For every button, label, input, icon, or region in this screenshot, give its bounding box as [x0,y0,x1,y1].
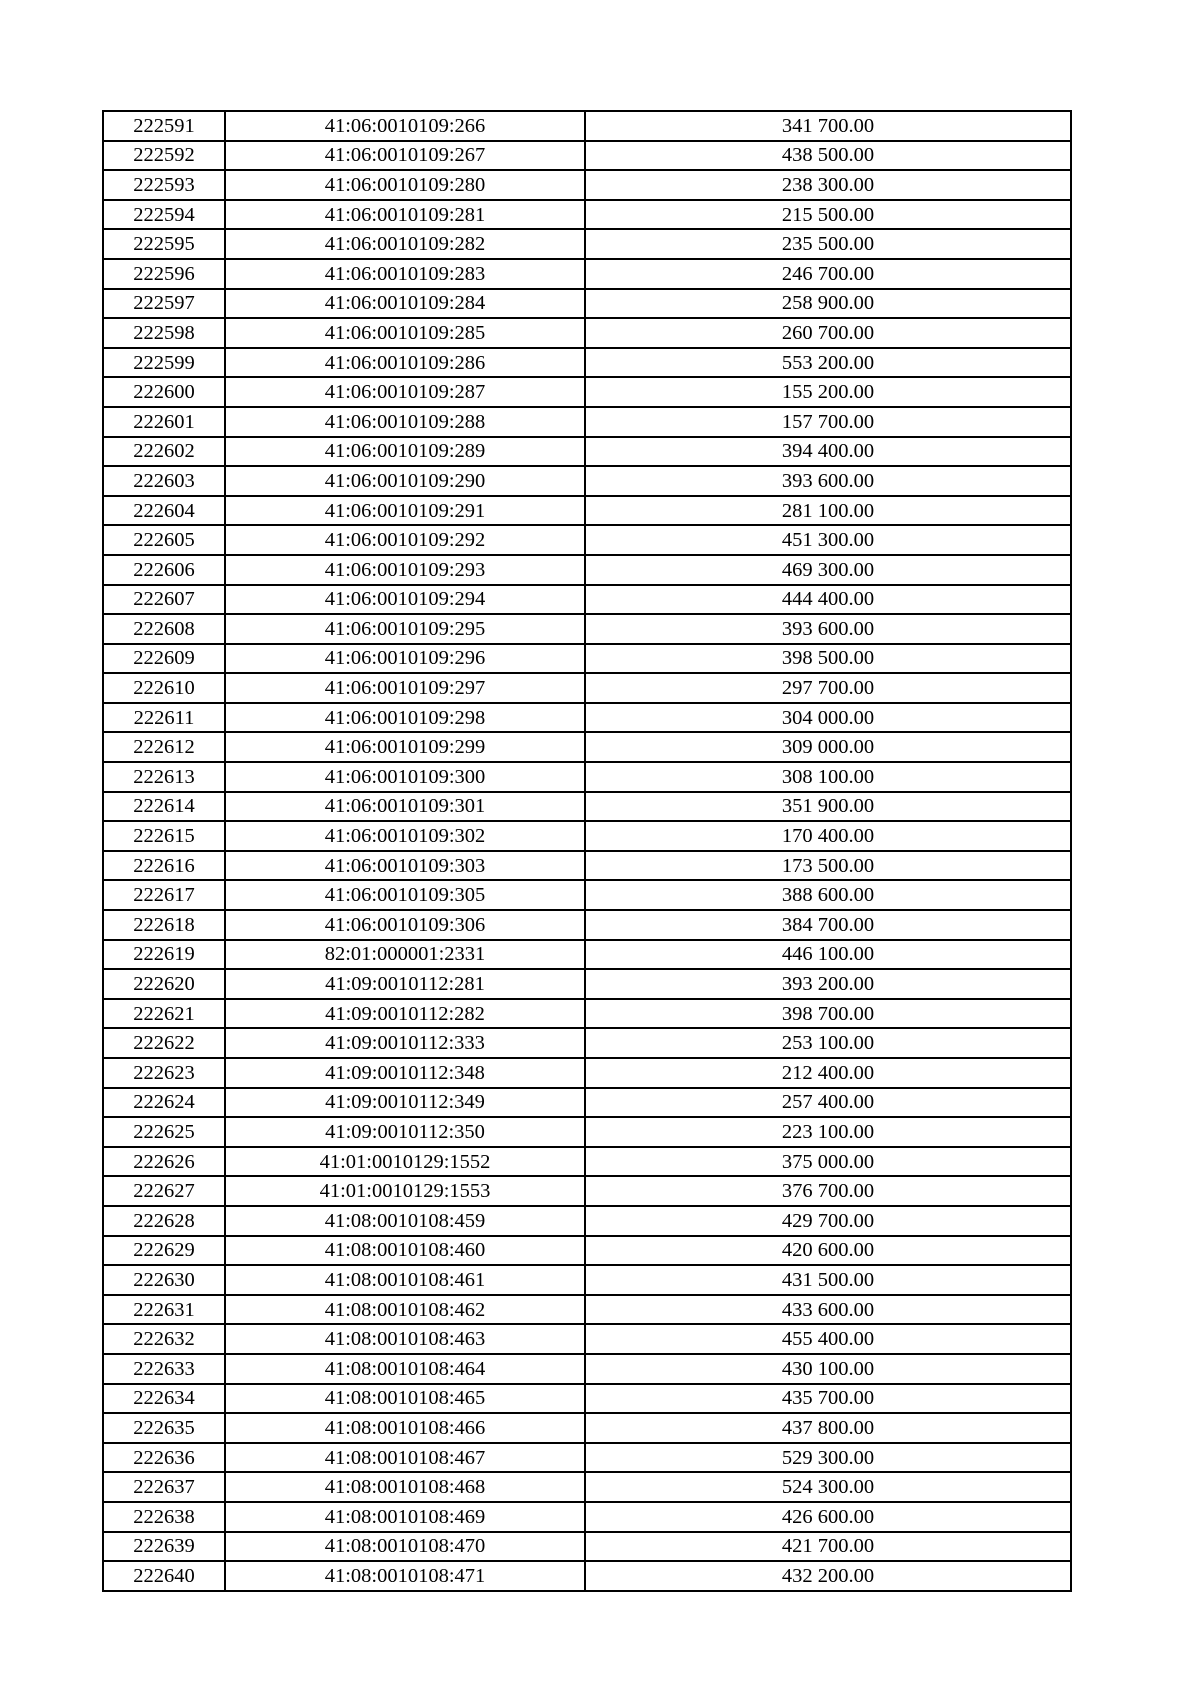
table-row [103,999,1071,1029]
cadastral-value-cell: 426 600.00 [585,1502,1071,1532]
row-number-cell: 222628 [103,1206,225,1236]
row-number-cell: 222623 [103,1058,225,1088]
cadastral-value-cell: 351 900.00 [585,792,1071,822]
cadastral-number-cell: 41:08:0010108:466 [225,1413,585,1443]
table-row [103,1028,1071,1058]
table-row [103,229,1071,259]
cadastral-value-cell: 297 700.00 [585,673,1071,703]
table-row [103,732,1071,762]
cadastral-value-cell: 437 800.00 [585,1413,1071,1443]
cadastral-value-cell: 420 600.00 [585,1236,1071,1266]
row-number-cell: 222608 [103,614,225,644]
cadastral-value-cell: 281 100.00 [585,496,1071,526]
cadastral-number-cell: 41:06:0010109:285 [225,318,585,348]
cadastral-number-cell: 41:01:0010129:1553 [225,1176,585,1206]
row-number-cell: 222624 [103,1088,225,1118]
cadastral-number-cell: 41:08:0010108:468 [225,1472,585,1502]
cadastral-number-cell: 41:06:0010109:292 [225,525,585,555]
cadastral-value-cell: 253 100.00 [585,1028,1071,1058]
cadastral-number-cell: 41:09:0010112:349 [225,1088,585,1118]
cadastral-value-cell: 215 500.00 [585,200,1071,230]
row-number-cell: 222636 [103,1443,225,1473]
table-row [103,200,1071,230]
table-row [103,141,1071,171]
cadastral-number-cell: 41:06:0010109:306 [225,910,585,940]
row-number-cell: 222633 [103,1354,225,1384]
table-row [103,585,1071,615]
row-number-cell: 222620 [103,969,225,999]
cadastral-number-cell: 41:06:0010109:290 [225,466,585,496]
cadastral-number-cell: 41:08:0010108:465 [225,1384,585,1414]
cadastral-number-cell: 41:06:0010109:282 [225,229,585,259]
cadastral-number-cell: 41:06:0010109:303 [225,851,585,881]
row-number-cell: 222640 [103,1561,225,1591]
row-number-cell: 222593 [103,170,225,200]
row-number-cell: 222595 [103,229,225,259]
table-row [103,1324,1071,1354]
row-number-cell: 222598 [103,318,225,348]
table-row [103,703,1071,733]
table-row [103,525,1071,555]
cadastral-value-cell: 430 100.00 [585,1354,1071,1384]
cadastral-value-cell: 529 300.00 [585,1443,1071,1473]
row-number-cell: 222600 [103,377,225,407]
cadastral-value-cell: 375 000.00 [585,1147,1071,1177]
cadastral-value-cell: 388 600.00 [585,880,1071,910]
row-number-cell: 222632 [103,1324,225,1354]
row-number-cell: 222597 [103,289,225,319]
row-number-cell: 222630 [103,1265,225,1295]
table-row [103,673,1071,703]
table-row [103,1295,1071,1325]
cadastral-number-cell: 41:06:0010109:299 [225,732,585,762]
cadastral-value-cell: 433 600.00 [585,1295,1071,1325]
cadastral-value-cell: 429 700.00 [585,1206,1071,1236]
cadastral-value-cell: 431 500.00 [585,1265,1071,1295]
row-number-cell: 222622 [103,1028,225,1058]
cadastral-value-cell: 212 400.00 [585,1058,1071,1088]
cadastral-value-cell: 435 700.00 [585,1384,1071,1414]
row-number-cell: 222621 [103,999,225,1029]
cadastral-number-cell: 41:08:0010108:463 [225,1324,585,1354]
cadastral-value-cell: 308 100.00 [585,762,1071,792]
cadastral-value-cell: 341 700.00 [585,111,1071,141]
cadastral-value-cell: 309 000.00 [585,732,1071,762]
cadastral-value-cell: 432 200.00 [585,1561,1071,1591]
table-row [103,377,1071,407]
cadastral-number-cell: 41:06:0010109:305 [225,880,585,910]
row-number-cell: 222629 [103,1236,225,1266]
cadastral-value-cell: 376 700.00 [585,1176,1071,1206]
row-number-cell: 222637 [103,1472,225,1502]
cadastral-number-cell: 41:09:0010112:282 [225,999,585,1029]
row-number-cell: 222592 [103,141,225,171]
table-row [103,1176,1071,1206]
table-row [103,821,1071,851]
cadastral-number-cell: 41:01:0010129:1552 [225,1147,585,1177]
table-row [103,614,1071,644]
cadastral-value-cell: 223 100.00 [585,1117,1071,1147]
cadastral-number-cell: 41:06:0010109:297 [225,673,585,703]
cadastral-value-cell: 438 500.00 [585,141,1071,171]
cadastral-value-cell: 553 200.00 [585,348,1071,378]
cadastral-value-cell: 173 500.00 [585,851,1071,881]
cadastral-value-cell: 446 100.00 [585,940,1071,970]
table-row [103,910,1071,940]
cadastral-number-cell: 41:06:0010109:267 [225,141,585,171]
row-number-cell: 222594 [103,200,225,230]
cadastral-number-cell: 41:09:0010112:333 [225,1028,585,1058]
table-row [103,1472,1071,1502]
row-number-cell: 222596 [103,259,225,289]
cadastral-value-cell: 304 000.00 [585,703,1071,733]
cadastral-number-cell: 41:06:0010109:296 [225,644,585,674]
table-body [103,111,1071,1591]
cadastral-value-cell: 393 600.00 [585,614,1071,644]
row-number-cell: 222631 [103,1295,225,1325]
row-number-cell: 222618 [103,910,225,940]
cadastral-value-cell: 393 600.00 [585,466,1071,496]
table-row [103,1561,1071,1591]
table-row [103,170,1071,200]
row-number-cell: 222616 [103,851,225,881]
row-number-cell: 222591 [103,111,225,141]
cadastral-number-cell: 41:06:0010109:298 [225,703,585,733]
cadastral-value-table [102,110,1072,1592]
cadastral-number-cell: 41:08:0010108:462 [225,1295,585,1325]
cadastral-number-cell: 41:06:0010109:288 [225,407,585,437]
cadastral-number-cell: 41:06:0010109:284 [225,289,585,319]
table-row [103,762,1071,792]
cadastral-number-cell: 41:08:0010108:467 [225,1443,585,1473]
cadastral-value-cell: 155 200.00 [585,377,1071,407]
row-number-cell: 222612 [103,732,225,762]
row-number-cell: 222609 [103,644,225,674]
row-number-cell: 222614 [103,792,225,822]
row-number-cell: 222634 [103,1384,225,1414]
table-row [103,496,1071,526]
cadastral-number-cell: 41:06:0010109:281 [225,200,585,230]
row-number-cell: 222604 [103,496,225,526]
table-row [103,1384,1071,1414]
row-number-cell: 222606 [103,555,225,585]
cadastral-value-cell: 451 300.00 [585,525,1071,555]
cadastral-number-cell: 41:06:0010109:300 [225,762,585,792]
table-row [103,940,1071,970]
cadastral-value-cell: 235 500.00 [585,229,1071,259]
cadastral-value-cell: 421 700.00 [585,1532,1071,1562]
cadastral-number-cell: 41:08:0010108:469 [225,1502,585,1532]
table-row [103,1265,1071,1295]
cadastral-number-cell: 41:08:0010108:464 [225,1354,585,1384]
cadastral-value-cell: 157 700.00 [585,407,1071,437]
row-number-cell: 222638 [103,1502,225,1532]
cadastral-value-cell: 246 700.00 [585,259,1071,289]
cadastral-number-cell: 41:08:0010108:459 [225,1206,585,1236]
cadastral-number-cell: 41:06:0010109:287 [225,377,585,407]
row-number-cell: 222615 [103,821,225,851]
cadastral-number-cell: 41:09:0010112:348 [225,1058,585,1088]
cadastral-value-cell: 170 400.00 [585,821,1071,851]
table-row [103,1147,1071,1177]
cadastral-value-cell: 455 400.00 [585,1324,1071,1354]
table-row [103,1443,1071,1473]
row-number-cell: 222626 [103,1147,225,1177]
row-number-cell: 222601 [103,407,225,437]
row-number-cell: 222613 [103,762,225,792]
cadastral-number-cell: 41:06:0010109:283 [225,259,585,289]
table-row [103,1532,1071,1562]
table-row [103,644,1071,674]
row-number-cell: 222619 [103,940,225,970]
table-row [103,1236,1071,1266]
table-row [103,1117,1071,1147]
table-row [103,466,1071,496]
cadastral-number-cell: 41:08:0010108:460 [225,1236,585,1266]
cadastral-number-cell: 41:06:0010109:280 [225,170,585,200]
row-number-cell: 222625 [103,1117,225,1147]
cadastral-number-cell: 41:09:0010112:350 [225,1117,585,1147]
cadastral-number-cell: 41:06:0010109:289 [225,437,585,467]
table-row [103,1206,1071,1236]
table-row [103,437,1071,467]
cadastral-value-cell: 524 300.00 [585,1472,1071,1502]
row-number-cell: 222605 [103,525,225,555]
cadastral-number-cell: 41:09:0010112:281 [225,969,585,999]
cadastral-value-cell: 393 200.00 [585,969,1071,999]
cadastral-value-cell: 257 400.00 [585,1088,1071,1118]
cadastral-value-cell: 260 700.00 [585,318,1071,348]
table-row [103,111,1071,141]
cadastral-value-cell: 238 300.00 [585,170,1071,200]
cadastral-number-cell: 41:06:0010109:301 [225,792,585,822]
cadastral-number-cell: 41:08:0010108:471 [225,1561,585,1591]
cadastral-number-cell: 41:06:0010109:295 [225,614,585,644]
cadastral-value-cell: 469 300.00 [585,555,1071,585]
cadastral-value-cell: 258 900.00 [585,289,1071,319]
cadastral-number-cell: 41:06:0010109:266 [225,111,585,141]
cadastral-value-cell: 444 400.00 [585,585,1071,615]
row-number-cell: 222635 [103,1413,225,1443]
cadastral-value-cell: 394 400.00 [585,437,1071,467]
row-number-cell: 222602 [103,437,225,467]
cadastral-number-cell: 41:06:0010109:286 [225,348,585,378]
table-row [103,880,1071,910]
row-number-cell: 222639 [103,1532,225,1562]
cadastral-value-cell: 398 500.00 [585,644,1071,674]
table-row [103,289,1071,319]
row-number-cell: 222611 [103,703,225,733]
cadastral-value-cell: 398 700.00 [585,999,1071,1029]
cadastral-number-cell: 41:08:0010108:470 [225,1532,585,1562]
table-row [103,792,1071,822]
cadastral-number-cell: 41:08:0010108:461 [225,1265,585,1295]
table-row [103,1354,1071,1384]
cadastral-number-cell: 41:06:0010109:293 [225,555,585,585]
table-row [103,851,1071,881]
cadastral-number-cell: 41:06:0010109:302 [225,821,585,851]
table-row [103,555,1071,585]
cadastral-value-cell: 384 700.00 [585,910,1071,940]
table-row [103,1058,1071,1088]
row-number-cell: 222610 [103,673,225,703]
table-row [103,1413,1071,1443]
row-number-cell: 222617 [103,880,225,910]
table-row [103,1088,1071,1118]
row-number-cell: 222627 [103,1176,225,1206]
row-number-cell: 222607 [103,585,225,615]
cadastral-number-cell: 41:06:0010109:294 [225,585,585,615]
row-number-cell: 222599 [103,348,225,378]
row-number-cell: 222603 [103,466,225,496]
table-row [103,318,1071,348]
cadastral-number-cell: 41:06:0010109:291 [225,496,585,526]
table-row [103,969,1071,999]
table-row [103,259,1071,289]
table-row [103,1502,1071,1532]
cadastral-number-cell: 82:01:000001:2331 [225,940,585,970]
table-row [103,407,1071,437]
table-row [103,348,1071,378]
